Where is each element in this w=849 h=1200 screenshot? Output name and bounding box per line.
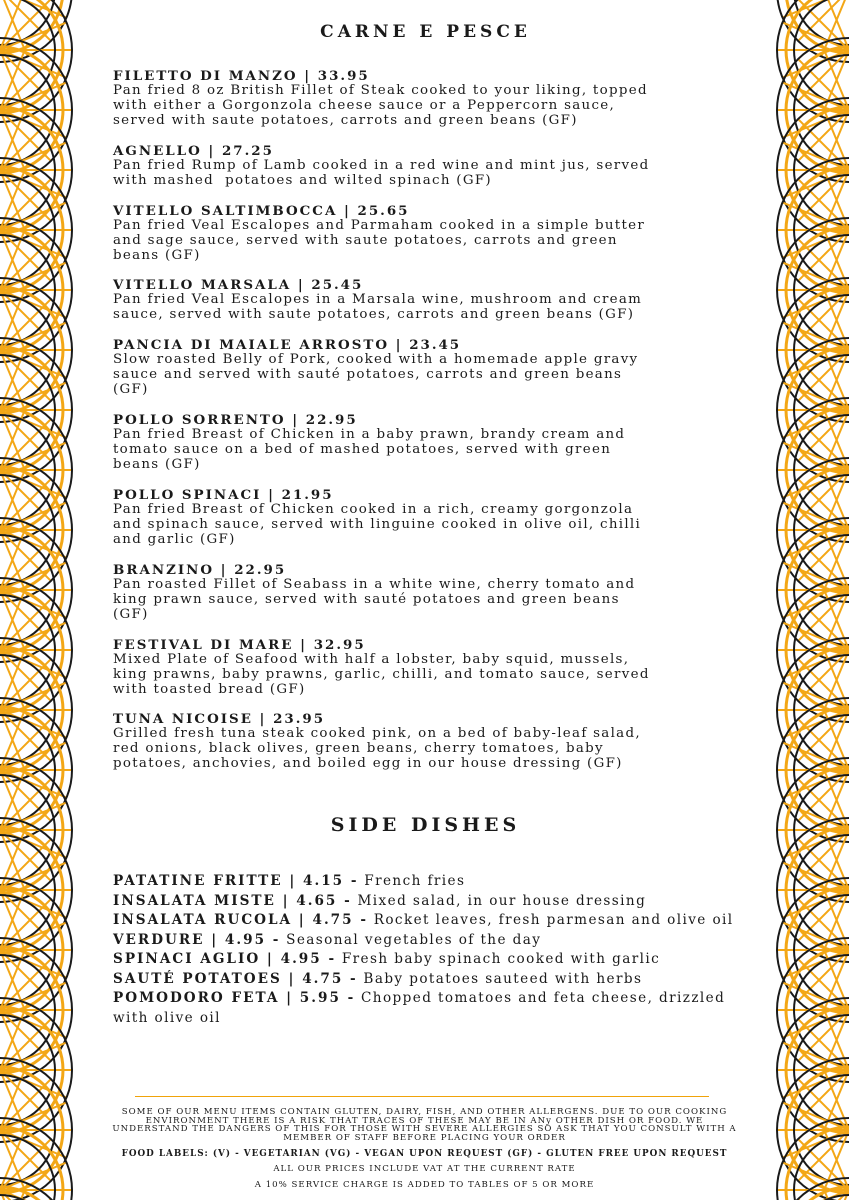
dish-description: Pan roasted Fillet of Seabass in a white wine, cherry tomato and king prawn sauce, served with sauté potatoes and green beans (GF) bbox=[113, 576, 636, 622]
dish-name: PANCIA DI MAIALE ARROSTO | 23.45 bbox=[113, 337, 462, 353]
side-dish-name: INSALATA MISTE | 4.65 - bbox=[113, 892, 352, 909]
side-dish-description: French fries bbox=[358, 873, 466, 889]
dish-festival-di-mare bbox=[113, 638, 738, 698]
dish-tuna-nicoise bbox=[113, 712, 738, 772]
side-dish-name: POMODORO FETA | 5.95 - bbox=[113, 990, 356, 1006]
dish-name: FILETTO DI MANZO | 33.95 bbox=[113, 68, 370, 84]
left-decorative-border bbox=[0, 0, 86, 1200]
dish-pancia-di-maiale-arrosto bbox=[113, 338, 738, 398]
side-dish-description: Seasonal vegetables of the day bbox=[280, 931, 542, 948]
food-labels-legend: FOOD LABELS: (V) - VEGETARIAN (VG) - VEGAN UPON REQUEST (GF) - GLUTEN FREE UPON REQUEST bbox=[121, 1149, 728, 1159]
dish-agnello bbox=[113, 144, 738, 189]
section-title-carne-e-pesce: CARNE E PESCE bbox=[320, 22, 531, 42]
side-dish-item bbox=[113, 970, 738, 990]
allergen-notice: SOME OF OUR MENU ITEMS CONTAIN GLUTEN, DAIRY, FISH, AND OTHER ALLERGENS. DUE TO OUR COOKING ENVIRONMENT THERE IS A RISK THAT TRACES OF THESE MAY BE IN ANy OTHER DISH OR FOOD. WE UNDERSTAND THE DANGERS OF THIS FOR THOSE WITH SEVERE ALLERGIES SO ASK THAT YOU CONSULT WITH A MEMBER OF STAFF BEFORE PLACING YOUR ORDER bbox=[112, 1107, 737, 1143]
dish-branzino bbox=[113, 563, 738, 623]
side-dish-item bbox=[113, 950, 738, 970]
side-dish-item bbox=[113, 911, 738, 931]
dish-pollo-spinaci bbox=[113, 488, 738, 548]
dish-vitello-saltimbocca bbox=[113, 204, 738, 264]
side-dish-name: VERDURE | 4.95 - bbox=[113, 931, 281, 948]
dish-vitello-marsala bbox=[113, 278, 738, 323]
dish-name: VITELLO SALTIMBOCCA | 25.65 bbox=[113, 203, 410, 219]
dish-filetto-di-manzo bbox=[113, 69, 738, 129]
side-dish-item bbox=[113, 872, 738, 892]
side-dishes-list bbox=[113, 872, 738, 1028]
side-dish-item bbox=[113, 892, 738, 912]
dish-description: Pan fried Rump of Lamb cooked in a red wine and mint jus, served with mashed potatoes and wilted spinach (GF) bbox=[113, 157, 650, 188]
dish-name: POLLO SPINACI | 21.95 bbox=[113, 487, 334, 503]
dish-name: BRANZINO | 22.95 bbox=[113, 562, 287, 578]
side-dish-item bbox=[113, 989, 738, 1028]
dish-name: VITELLO MARSALA | 25.45 bbox=[113, 277, 364, 293]
side-dish-name: SPINACI AGLIO | 4.95 - bbox=[113, 951, 337, 967]
side-dish-name: PATATINE FRITTE | 4.15 - bbox=[113, 873, 359, 889]
side-dish-name: SAUTÉ POTATOES | 4.75 - bbox=[113, 970, 358, 987]
dish-pollo-sorrento bbox=[113, 413, 738, 473]
dish-name: AGNELLO | 27.25 bbox=[113, 143, 274, 159]
dish-description: Grilled fresh tuna steak cooked pink, on a bed of baby-leaf salad, red onions, black olives, green beans, cherry tomatoes, baby potatoes, anchovies, and boiled egg in our house dressing (GF) bbox=[113, 725, 641, 771]
dish-description: Slow roasted Belly of Pork, cooked with a homemade apple gravy sauce and served with sauté potatoes, carrots and green beans (GF) bbox=[113, 351, 639, 397]
side-dish-description: Fresh baby spinach cooked with garlic bbox=[336, 951, 661, 967]
right-decorative-border bbox=[763, 0, 849, 1200]
dish-name: TUNA NICOISE | 23.95 bbox=[113, 711, 326, 727]
service-charge-notice: A 10% SERVICE CHARGE IS ADDED TO TABLES OF 5 OR MORE bbox=[254, 1180, 595, 1190]
dish-name: POLLO SORRENTO | 22.95 bbox=[113, 412, 358, 428]
vat-notice: ALL OUR PRICES INCLUDE VAT AT THE CURRENT RATE bbox=[273, 1164, 576, 1174]
dish-description: Mixed Plate of Seafood with half a lobster, baby squid, mussels, king prawns, baby prawns, garlic, chilli, and tomato sauce, served with toasted bread (GF) bbox=[113, 651, 650, 697]
side-dish-description: Mixed salad, in our house dressing bbox=[351, 892, 647, 909]
dish-description: Pan fried Veal Escalopes in a Marsala wine, mushroom and cream sauce, served with saute potatoes, carrots and green beans (GF) bbox=[113, 291, 643, 322]
dish-name: FESTIVAL DI MARE | 32.95 bbox=[113, 637, 366, 653]
side-dish-description: Baby potatoes sauteed with herbs bbox=[357, 970, 643, 987]
side-dish-name: INSALATA RUCOLA | 4.75 - bbox=[113, 912, 368, 928]
dish-description: Pan fried 8 oz British Fillet of Steak cooked to your liking, topped with either a Gorgonzola cheese sauce or a Peppercorn sauce, served with saute potatoes, carrots and green beans (GF) bbox=[113, 82, 648, 128]
dish-description: Pan fried Breast of Chicken in a baby prawn, brandy cream and tomato sauce on a bed of mashed potatoes, served with green beans (GF) bbox=[113, 426, 626, 472]
dish-description: Pan fried Breast of Chicken cooked in a rich, creamy gorgonzola and spinach sauce, served with linguine cooked in olive oil, chilli and garlic (GF) bbox=[113, 501, 642, 547]
side-dish-description: Rocket leaves, fresh parmesan and olive oil bbox=[367, 912, 734, 928]
section-title-side-dishes: SIDE DISHES bbox=[330, 814, 521, 836]
side-dish-description: Chopped tomatoes and feta cheese, drizzled with olive oil bbox=[113, 990, 726, 1026]
dish-description: Pan fried Veal Escalopes and Parmaham cooked in a simple butter and sage sauce, served with saute potatoes, carrots and green beans (GF) bbox=[113, 217, 646, 263]
side-dish-item bbox=[113, 931, 738, 951]
footer-divider bbox=[135, 1096, 709, 1097]
